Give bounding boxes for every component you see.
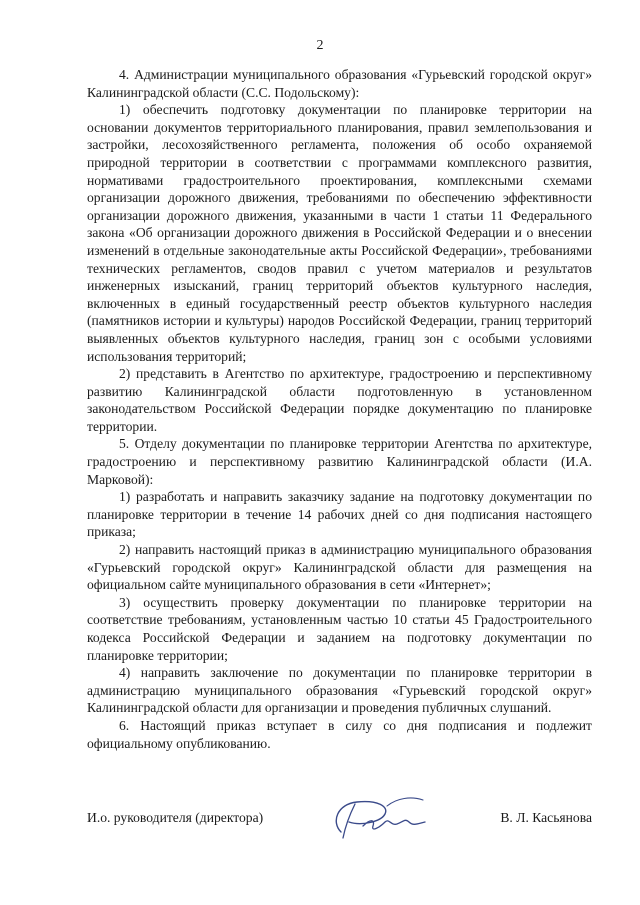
paragraph-item-4-1: 1) обеспечить подготовку документации по планировке территории на основании документов территориального планирования, правил землепользования и застройки, лесохозяйственного регламента, положения об особо охраняемой природной территории в соответствии с программами комплексного развития, нормативами градостроительного проектирования, комплексными схемами организации дорожного движения, требованиями по обеспечению эффективности организации дорожного движения, указанными в части 1 статьи 11 Федерального закона «Об организации дорожного движения в Российской Федерации и о внесении изменений в отдельные законодательные акты Российской Федерации», требованиями технических регламентов, сводов правил с учетом материалов и результатов инженерных изысканий, границ территорий объектов культурного наследия, включенных в единый государственный реестр объектов культурного наследия (памятников истории и культуры) народов Российской Федерации, границ территорий выявленных объектов культурного наследия, границ зон с особыми условиями использования территорий; [87,102,592,364]
paragraph-item-4-2: 2) представить в Агентство по архитектуре, градостроению и перспективному развитию Калининградской области подготовленную в установленном законодательством Российской Федерации порядке документацию по планировке территории. [87,366,592,434]
handwritten-signature [327,792,437,844]
signature-block [87,800,592,860]
paragraph-item-5-2: 2) направить настоящий приказ в администрацию муниципального образования «Гурьевский городской округ» Калининградской области для размещения на официальном сайте муниципального образования в сети «Интернет»; [87,542,592,593]
paragraph-item-5-1: 1) разработать и направить заказчику задание на подготовку документации по планировке территории в течение 14 рабочих дней со дня подписания настоящего приказа; [87,489,592,540]
paragraph-item-6: 6. Настоящий приказ вступает в силу со дня подписания и подлежит официальному опубликованию. [87,717,592,751]
page-number: 2 [316,38,324,53]
paragraph-item-5: 5. Отделу документации по планировке территории Агентства по архитектуре, градостроению и перспективному развитию Калининградской области (И.А. Марковой): [87,436,592,487]
paragraph-item-5-3: 3) осуществить проверку документации по планировке территории на соответствие требованиям, установленным частью 10 статьи 45 Градостроительного кодекса Российской Федерации и заданием на подготовку документации по планировке территории; [87,594,592,663]
paragraph-item-5-4: 4) направить заключение по документации по планировке территории в администрацию муниципального образования «Гурьевский городской округ» Калининградской области для организации и проведения публичных слушаний. [87,665,592,716]
signatory-name: В. Л. Касьянова [500,810,592,825]
signatory-title: И.о. руководителя (директора) [87,810,264,825]
document-body [87,66,592,752]
paragraph-item-4: 4. Администрации муниципального образования «Гурьевский городской округ» Калининградской области (С.С. Подольскому): [87,67,592,100]
